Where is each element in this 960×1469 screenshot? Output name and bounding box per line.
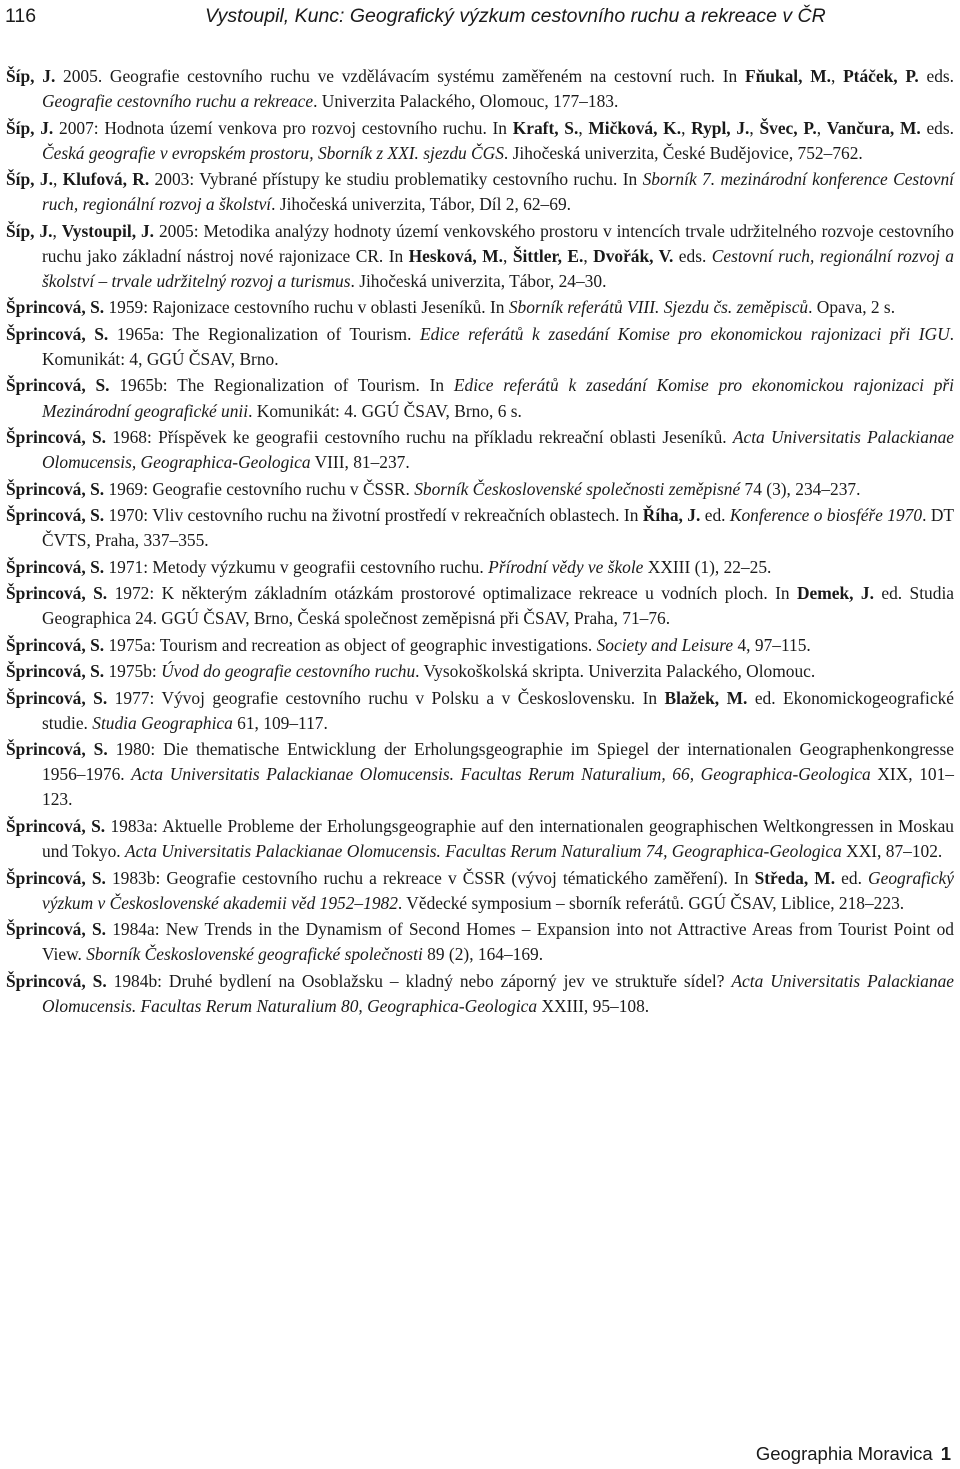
reference-entry xyxy=(6,581,954,631)
reference-text: XXIII (1), 22–25. xyxy=(643,556,772,577)
reference-text: ed. xyxy=(700,505,730,526)
reference-entry xyxy=(6,425,954,475)
reference-text: , xyxy=(681,117,692,138)
reference-text: ed. Ekonomickogeografické studie. xyxy=(42,687,954,733)
reference-author: Šprincová, S. xyxy=(6,919,106,940)
page-footer xyxy=(756,1443,951,1465)
reference-text: VIII, 81–237. xyxy=(310,452,410,473)
reference-author: Středa, M. xyxy=(754,867,836,888)
reference-entry xyxy=(6,555,954,580)
reference-text: 2003: Vybrané přístupy ke studiu problematiky cestovního ruchu. In xyxy=(149,169,643,190)
page-number: 116 xyxy=(5,5,37,27)
reference-entry xyxy=(6,116,954,166)
reference-author: Mičková, K. xyxy=(588,117,682,138)
reference-entry xyxy=(6,219,954,294)
reference-entry xyxy=(6,814,954,864)
reference-text: , xyxy=(52,169,63,190)
reference-author: Vančura, M. xyxy=(826,117,921,138)
reference-author: Šíp, J. xyxy=(6,169,53,190)
reference-text: XIX, 101–123. xyxy=(42,764,955,810)
reference-author: Rypl, J. xyxy=(691,117,750,138)
reference-entry xyxy=(6,373,954,423)
reference-text: 1971: Metody výzkumu v geografii cestovního ruchu. xyxy=(104,556,489,577)
reference-text: , xyxy=(830,66,844,86)
reference-author: Ptáček, P. xyxy=(843,66,919,86)
reference-entry xyxy=(6,64,954,114)
reference-author: Šprincová, S. xyxy=(6,739,108,760)
reference-title: Česká geografie v evropském prostoru, Sborník z XXI. sjezdu ČGS xyxy=(42,142,504,163)
reference-author: Fňukal, M. xyxy=(744,66,831,86)
reference-text: eds. xyxy=(920,117,954,138)
reference-author: Říha, J. xyxy=(642,505,701,526)
reference-author: Šprincová, S. xyxy=(6,297,105,318)
reference-title: Society and Leisure xyxy=(596,634,734,655)
issue-number: 1 xyxy=(940,1443,951,1464)
reference-text: . Vědecké symposium – sborník referátů. GGÚ ČSAV, Liblice, 218–223. xyxy=(397,892,905,913)
reference-text: 74 (3), 234–237. xyxy=(740,478,861,499)
reference-title: Sborník Československé geografické společnosti xyxy=(86,944,423,965)
reference-text: . Jihočeská univerzita, České Budějovice, 752–762. xyxy=(503,142,863,163)
reference-title: Sborník 7. mezinárodní konference Cestovní ruch, regionální rozvoj a školství xyxy=(42,169,954,215)
reference-text: 1975b: xyxy=(104,661,162,682)
reference-text: , xyxy=(503,245,513,266)
reference-author: Hesková, M. xyxy=(408,245,503,266)
reference-title: Edice referátů k zasedání Komise pro ekonomickou rajonizaci při Mezinárodní geografické unii xyxy=(42,375,955,421)
reference-text: 1984a: New Trends in the Dynamism of Second Homes – Expansion into not Attractive Areas from Tourist Point od View. xyxy=(42,919,954,965)
reference-list xyxy=(6,64,954,1020)
reference-title: Sborník Československé společnosti zeměpisné xyxy=(414,478,741,499)
reference-author: Klufová, R. xyxy=(62,169,150,190)
reference-title: Přírodní vědy ve škole xyxy=(488,556,644,577)
reference-author: Šíp, J. xyxy=(6,220,53,241)
reference-text: 1959: Rajonizace cestovního ruchu v oblasti Jeseníků. In xyxy=(104,297,509,318)
reference-text: 1965b: The Regionalization of Tourism. In xyxy=(109,375,454,396)
reference-text: 2005. Geografie cestovního ruchu ve vzdělávacím systému zaměřeném na cestovní ruch. In xyxy=(55,66,745,86)
reference-text: 1983b: Geografie cestovního ruchu a rekreace v ČSSR (vývoj tématického zaměření). In xyxy=(105,867,755,888)
reference-text: . Opava, 2 s. xyxy=(808,297,896,318)
page-header xyxy=(5,4,952,28)
reference-text: 4, 97–115. xyxy=(733,634,811,655)
running-title: Vystoupil, Kunc: Geografický výzkum cestovního ruchu a rekreace v ČR xyxy=(205,5,826,27)
reference-text: , xyxy=(816,117,827,138)
reference-entry xyxy=(6,322,954,372)
reference-text: , xyxy=(583,245,594,266)
reference-author: Šprincová, S. xyxy=(6,556,105,577)
reference-text: 1972: K některým základním otázkám prostorové optimalizace rekreace u vodních ploch. In xyxy=(107,583,797,604)
reference-text: 1965a: The Regionalization of Tourism. xyxy=(108,323,420,344)
reference-author: Šíp, J. xyxy=(6,66,56,86)
reference-text: , xyxy=(52,220,62,241)
reference-title: Acta Universitatis Palackianae Olomucensis, Geographica-Geologica xyxy=(42,427,954,473)
journal-name: Geographia Moravica xyxy=(755,1443,933,1464)
reference-entry xyxy=(6,866,954,916)
reference-title: Acta Universitatis Palackianae Olomucensis. Facultas Rerum Naturalium 80, Geographica-Geologica xyxy=(42,970,954,1016)
reference-text: . Vysokoškolská skripta. Univerzita Palackého, Olomouc. xyxy=(415,661,816,682)
reference-text: . Komunikát: 4. GGÚ ČSAV, Brno, 6 s. xyxy=(248,400,522,421)
reference-text: 1977: Vývoj geografie cestovního ruchu v Polsku a v Československu. In xyxy=(107,687,665,708)
reference-text: 1968: Příspěvek ke geografii cestovního ruchu na příkladu rekreační oblasti Jeseníků. xyxy=(105,427,733,448)
reference-author: Demek, J. xyxy=(797,583,874,604)
reference-author: Šittler, E. xyxy=(512,245,584,266)
reference-title: Edice referátů k zasedání Komise pro ekonomickou rajonizaci při IGU xyxy=(419,323,950,344)
reference-title: Studia Geographica xyxy=(92,712,233,733)
reference-text: eds. xyxy=(673,245,712,266)
reference-text: . DT ČVTS, Praha, 337–355. xyxy=(42,505,954,551)
reference-title: Sborník referátů VIII. Sjezdu čs. zeměpisců xyxy=(508,297,809,318)
reference-entry xyxy=(6,686,954,736)
reference-author: Šprincová, S. xyxy=(6,427,106,448)
reference-author: Šíp, J. xyxy=(6,117,54,138)
reference-text: 1984b: Druhé bydlení na Osoblažsku – kladný nebo záporný jev ve struktuře sídel? xyxy=(106,970,732,991)
reference-title: Cestovní ruch, regionální rozvoj a školství – trvale udržitelný rozvoj a turismus xyxy=(42,245,954,291)
reference-author: Vystoupil, J. xyxy=(61,220,155,241)
reference-author: Šprincová, S. xyxy=(6,478,105,499)
reference-text: ed. xyxy=(835,867,869,888)
reference-author: Šprincová, S. xyxy=(6,375,110,396)
reference-title: Geografický výzkum v Československé akademii věd 1952–1982 xyxy=(42,867,954,913)
reference-text: 1975a: Tourism and recreation as object of geographic investigations. xyxy=(104,634,597,655)
reference-text: 1983a: Aktuelle Probleme der Erholungsgeographie auf den internationalen geographischen Weltkongressen in Moskau und Tokyo. xyxy=(42,815,954,862)
reference-text: 2007: Hodnota území venkova pro rozvoj cestovního ruchu. In xyxy=(53,117,513,138)
reference-author: Šprincová, S. xyxy=(6,970,107,991)
reference-text: ed. Studia Geographica 24. GGÚ ČSAV, Brno, Česká společnost zeměpisná při ČSAV, Praha, 71–76. xyxy=(42,583,955,629)
reference-entry xyxy=(6,477,954,502)
reference-title: Acta Universitatis Palackianae Olomucensis. Facultas Rerum Naturalium, 66, Geographica-Geologica xyxy=(131,764,871,785)
reference-entry xyxy=(6,737,954,812)
reference-text: 89 (2), 164–169. xyxy=(422,944,544,965)
reference-text: XXI, 87–102. xyxy=(841,841,943,862)
reference-title: Konference o biosféře 1970 xyxy=(729,505,923,526)
reference-text: . Jihočeská univerzita, Tábor, Díl 2, 62–69. xyxy=(271,194,571,215)
reference-author: Šprincová, S. xyxy=(6,634,105,655)
reference-text: XXIII, 95–108. xyxy=(537,995,650,1016)
reference-text: . Komunikát: 4, GGÚ ČSAV, Brno. xyxy=(42,323,954,369)
reference-text: , xyxy=(749,117,760,138)
reference-text: . Univerzita Palackého, Olomouc, 177–183. xyxy=(313,91,619,112)
reference-author: Dvořák, V. xyxy=(593,245,674,266)
reference-entry xyxy=(6,295,954,320)
reference-author: Šprincová, S. xyxy=(6,815,106,836)
reference-author: Šprincová, S. xyxy=(6,505,105,526)
reference-author: Kraft, S. xyxy=(512,117,579,138)
reference-text: eds. xyxy=(918,66,955,86)
reference-text: 1969: Geografie cestovního ruchu v ČSSR. xyxy=(104,478,415,499)
reference-author: Švec, P. xyxy=(759,117,817,138)
reference-text: 1980: Die thematische Entwicklung der Erholungsgeographie im Spiegel der internationalen Geographenkongresse 1956–1976. xyxy=(42,739,955,785)
reference-author: Šprincová, S. xyxy=(6,867,106,888)
reference-author: Šprincová, S. xyxy=(6,323,109,344)
reference-entry xyxy=(6,659,954,684)
reference-entry xyxy=(6,167,954,217)
reference-entry xyxy=(6,917,954,967)
reference-text: 61, 109–117. xyxy=(232,712,328,733)
reference-entry xyxy=(6,633,954,658)
reference-title: Geografie cestovního ruchu a rekreace xyxy=(42,91,314,112)
reference-author: Šprincová, S. xyxy=(6,661,105,682)
reference-title: Acta Universitatis Palackianae Olomucensis. Facultas Rerum Naturalium 74, Geographica-Geologica xyxy=(125,841,842,862)
reference-author: Šprincová, S. xyxy=(6,583,108,604)
reference-entry xyxy=(6,503,954,553)
reference-author: Šprincová, S. xyxy=(6,687,108,708)
reference-title: Úvod do geografie cestovního ruchu xyxy=(161,661,416,682)
reference-text: 1970: Vliv cestovního ruchu na životní prostředí v rekreačních oblastech. In xyxy=(104,505,643,526)
reference-author: Blažek, M. xyxy=(664,687,748,708)
reference-text: . Jihočeská univerzita, Tábor, 24–30. xyxy=(350,270,607,291)
reference-entry xyxy=(6,969,954,1019)
reference-text: 2005: Metodika analýzy hodnoty území venkovského prostoru v intencích trvale udržitelného rozvoje cestovního ruchu jako základní nástroj nové rajonizace CR. In xyxy=(42,220,954,266)
reference-text: , xyxy=(578,117,589,138)
